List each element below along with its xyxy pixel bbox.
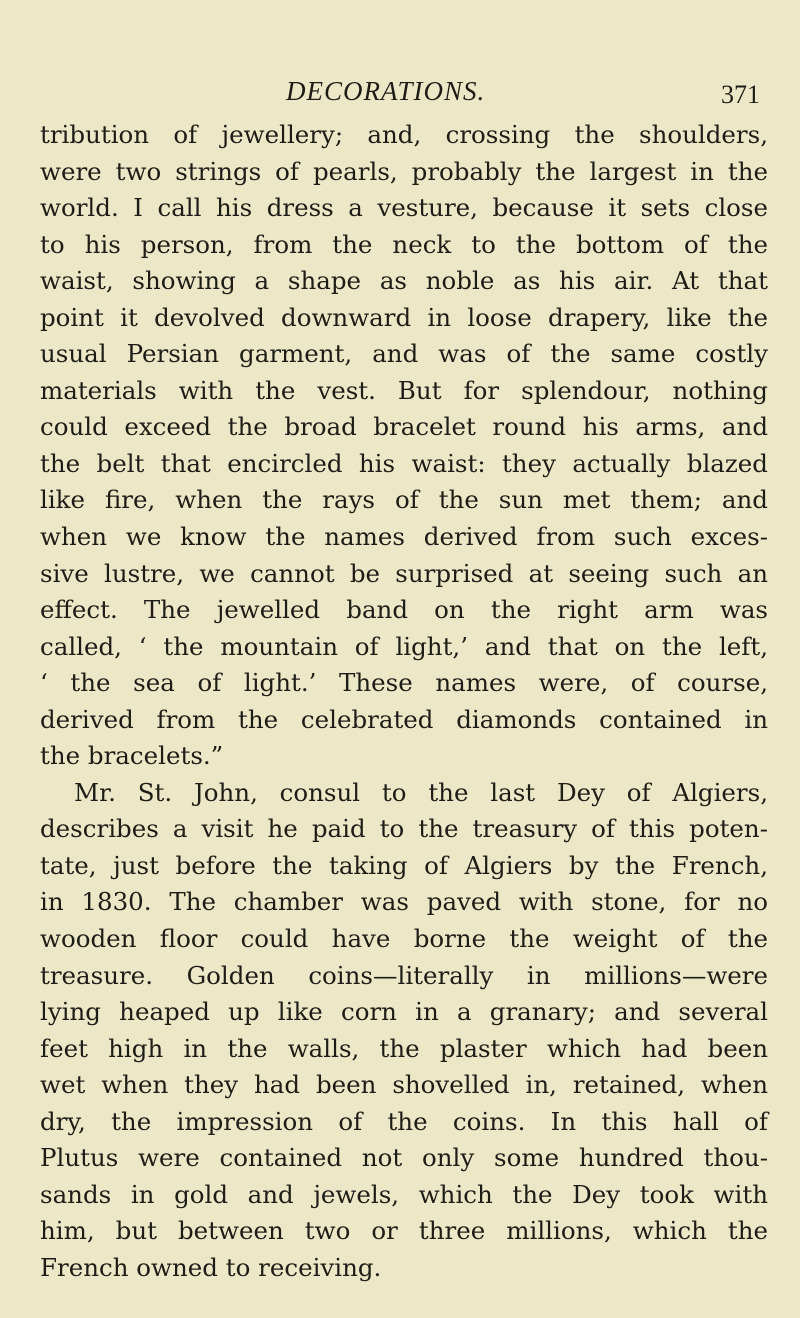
text-line: were two strings of pearls, probably the largest in the: [40, 156, 768, 186]
text-line: sive lustre, we cannot be surprised at seeing such an: [40, 558, 768, 588]
text-line: him, but between two or three millions, which the: [40, 1216, 768, 1246]
text-line: the belt that encircled his waist: they actually blazed: [40, 448, 768, 478]
page-number: 371: [721, 80, 760, 109]
text-line: wet when they had been shovelled in, retained, when: [40, 1070, 768, 1100]
text-line: to his person, from the neck to the bottom of the: [40, 229, 768, 259]
body-text: [40, 117, 768, 1287]
text-line: Mr. St. John, consul to the last Dey of Algiers,: [74, 777, 768, 807]
text-line: in 1830. The chamber was paved with stone, for no: [40, 887, 768, 917]
text-line: when we know the names derived from such exces-: [40, 522, 768, 552]
text-line: feet high in the walls, the plaster which had been: [40, 1033, 768, 1063]
text-line: usual Persian garment, and was of the same costly: [40, 339, 768, 369]
text-line: wooden floor could have borne the weight of the: [40, 924, 768, 954]
text-line: sands in gold and jewels, which the Dey took with: [40, 1179, 768, 1209]
text-line: French owned to receiving.: [40, 1252, 382, 1282]
text-line: waist, showing a shape as noble as his air. At that: [40, 266, 768, 296]
text-line: like fire, when the rays of the sun met them; and: [40, 485, 768, 515]
running-title: DECORATIONS.: [286, 76, 486, 106]
text-line: dry, the impression of the coins. In this hall of: [40, 1106, 768, 1136]
text-line: world. I call his dress a vesture, because it sets close: [40, 193, 768, 223]
text-line: tribution of jewellery; and, crossing the shoulders,: [40, 120, 768, 149]
text-line: called, ‘ the mountain of light,’ and that on the left,: [40, 631, 768, 661]
text-line: ‘ the sea of light.’ These names were, of course,: [40, 668, 768, 698]
text-line: tate, just before the taking of Algiers by the French,: [40, 850, 768, 880]
text-line: could exceed the broad bracelet round his arms, and: [40, 412, 768, 442]
running-head: [0, 76, 800, 116]
text-line: Plutus were contained not only some hundred thou-: [40, 1143, 768, 1173]
text-line: describes a visit he paid to the treasury of this poten-: [40, 814, 768, 844]
text-line: derived from the celebrated diamonds contained in: [40, 704, 768, 734]
text-line: point it devolved downward in loose drapery, like the: [40, 302, 768, 332]
text-line: treasure. Golden coins—literally in millions—were: [40, 960, 768, 990]
text-line: effect. The jewelled band on the right arm was: [40, 595, 768, 625]
text-line: the bracelets.”: [40, 741, 224, 771]
text-line: materials with the vest. But for splendour, nothing: [40, 375, 768, 405]
text-line: lying heaped up like corn in a granary; and several: [40, 997, 768, 1027]
